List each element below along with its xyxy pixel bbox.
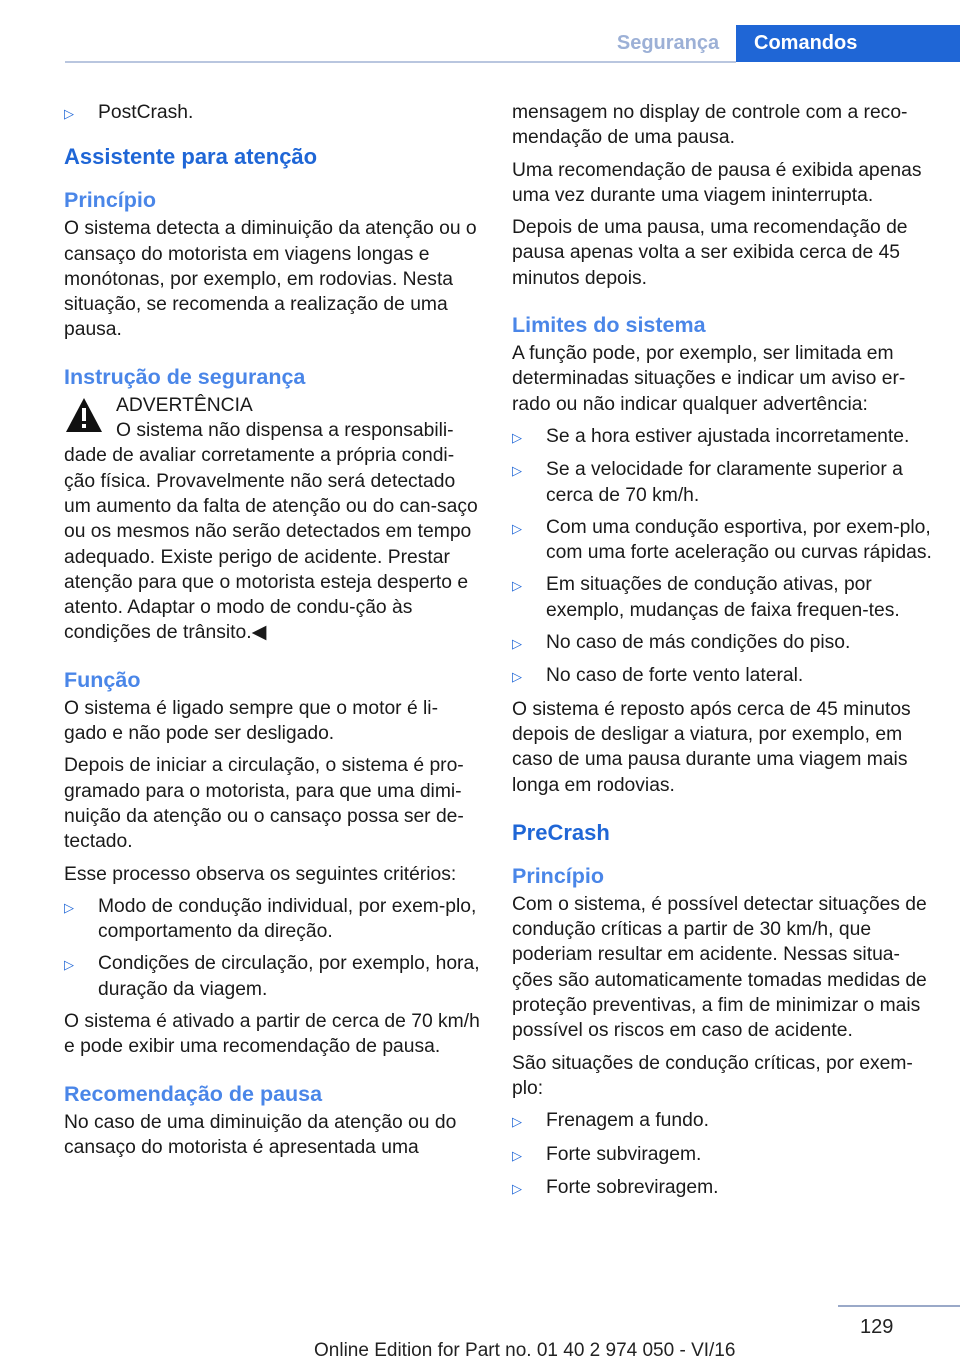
bullet-triangle-icon: ▷	[512, 669, 522, 685]
list-item-text: Modo de condução individual, por exem‐plo, comportamento da direção.	[98, 895, 477, 943]
subsection-heading: Limites do sistema	[512, 313, 706, 338]
paragraph: mensagem no display de controle com a reco‐mendação de uma pausa.	[512, 102, 908, 149]
list-item-text: PostCrash.	[98, 102, 194, 123]
subsection-heading: Princípio	[64, 188, 156, 213]
list-item-text: Frenagem a fundo.	[546, 1110, 709, 1132]
list-item-text: Em situações de condução ativas, por exemplo, mudanças de faixa frequen‐tes.	[546, 574, 900, 621]
warning-triangle-icon	[65, 397, 103, 433]
list-item-text: No caso de más condições do piso.	[546, 632, 851, 654]
paragraph: O sistema é ligado sempre que o motor é li‐gado e não pode ser desligado.	[64, 697, 439, 745]
left-column	[64, 100, 480, 1167]
list-item-text: Forte subviragem.	[546, 1143, 702, 1165]
paragraph: No caso de uma diminuição da atenção ou do cansaço do motorista é apresentada uma	[64, 1111, 457, 1158]
list-item	[64, 951, 480, 1002]
paragraph: São situações de condução críticas, por exem‐plo:	[512, 1052, 913, 1099]
list-item	[64, 894, 480, 945]
list-item	[512, 515, 932, 566]
list-item	[64, 100, 480, 126]
bullet-triangle-icon: ▷	[512, 520, 522, 536]
right-column	[512, 100, 932, 1208]
paragraph: A função pode, por exemplo, ser limitada em determinadas situações e indicar um aviso er‐rado ou não indicar qualquer advertência:	[512, 343, 906, 415]
bullet-triangle-icon: ▷	[64, 106, 74, 121]
paragraph: Esse processo observa os seguintes critérios:	[64, 863, 457, 885]
warning-text: dade de avaliar corretamente a própria condi‐ção física. Provavelmente não será detectado um aumento da falta de atenção ou do can‐saço ou os mesmos não serão detectados em tempo adequado. Existe perigo de acidente. Prestar atenção para que o motorista esteja desperto e atento. Adaptar o modo de condu‐ção às condições de trânsito.◀	[64, 445, 478, 644]
bullet-triangle-icon: ▷	[512, 578, 522, 594]
list-item	[512, 1142, 932, 1168]
warning-box	[64, 393, 480, 646]
bullet-triangle-icon: ▷	[64, 957, 74, 973]
section-heading: PreCrash	[512, 819, 610, 845]
subsection-heading: Função	[64, 667, 141, 692]
header-chapter-tab[interactable]: Comandos	[736, 25, 960, 62]
subsection-heading: Recomendação de pausa	[64, 1081, 323, 1106]
paragraph: O sistema é reposto após cerca de 45 minutos depois de desligar a viatura, por exemplo, em caso de uma pausa durante uma viagem mais longa em rodovias.	[512, 698, 911, 796]
list-item-text: No caso de forte vento lateral.	[546, 665, 804, 687]
list-item	[512, 663, 932, 689]
paragraph: Com o sistema, é possível detectar situações de condução críticas a partir de 30 km/h, que poderiam resultar em acidente. Nessas situa‐ções são automaticamente tomadas medidas de proteção preventivas, a fim de minimizar o mais possível os riscos em caso de acidente.	[512, 893, 927, 1042]
list-item-text: Com uma condução esportiva, por exem‐plo, com uma forte aceleração ou curvas rápidas.	[546, 516, 932, 564]
list-item	[512, 1108, 932, 1134]
paragraph: Depois de iniciar a circulação, o sistema é pro‐gramado para o motorista, para que uma dimi‐nuição da atenção ou o cansaço possa ser de‐tectado.	[64, 755, 464, 853]
list-item	[512, 1175, 932, 1201]
bullet-triangle-icon: ▷	[512, 429, 522, 445]
paragraph: Depois de uma pausa, uma recomendação de pausa apenas volta a ser exibida cerca de 45 minutos depois.	[512, 217, 908, 289]
list-item	[512, 572, 932, 623]
bullet-triangle-icon: ▷	[512, 636, 522, 652]
subsection-heading: Instrução de segurança	[64, 364, 306, 389]
list-item	[512, 424, 932, 450]
warning-text-start: O sistema não dispensa a responsabili‐	[116, 420, 454, 442]
list-item-text: Condições de circulação, por exemplo, hora, duração da viagem.	[98, 953, 480, 1000]
bullet-triangle-icon: ▷	[512, 463, 522, 479]
paragraph: O sistema é ativado a partir de cerca de 70 km/h e pode exibir uma recomendação de pausa.	[64, 1011, 480, 1058]
bullet-triangle-icon: ▷	[512, 1147, 522, 1163]
list-item	[512, 630, 932, 656]
subsection-heading: Princípio	[512, 863, 604, 888]
paragraph: O sistema detecta a diminuição da atenção ou o cansaço do motorista em viagens longas e monótonas, por exemplo, em rodovias. Nesta situação, se recomenda a realização de uma pausa.	[64, 218, 477, 341]
section-heading: Assistente para atenção	[64, 144, 318, 170]
list-item-text: Se a hora estiver ajustada incorretamente.	[546, 425, 910, 447]
footer-rule	[838, 1305, 960, 1307]
paragraph: Uma recomendação de pausa é exibida apenas uma vez durante uma viagem ininterrupta.	[512, 159, 922, 206]
list-item	[512, 457, 932, 508]
bullet-triangle-icon: ▷	[512, 1114, 522, 1130]
header-section-tab[interactable]: Segurança	[616, 32, 720, 54]
list-item-text: Se a velocidade for claramente superior a cerca de 70 km/h.	[546, 459, 903, 506]
bullet-triangle-icon: ▷	[512, 1180, 522, 1196]
bullet-triangle-icon: ▷	[64, 899, 74, 915]
page-number: 129	[860, 1316, 894, 1338]
footer-edition: Online Edition for Part no. 01 40 2 974 050 - VI/16	[314, 1340, 736, 1361]
warning-title: ADVERTÊNCIA	[116, 394, 253, 416]
list-item-text: Forte sobreviragem.	[546, 1176, 719, 1198]
